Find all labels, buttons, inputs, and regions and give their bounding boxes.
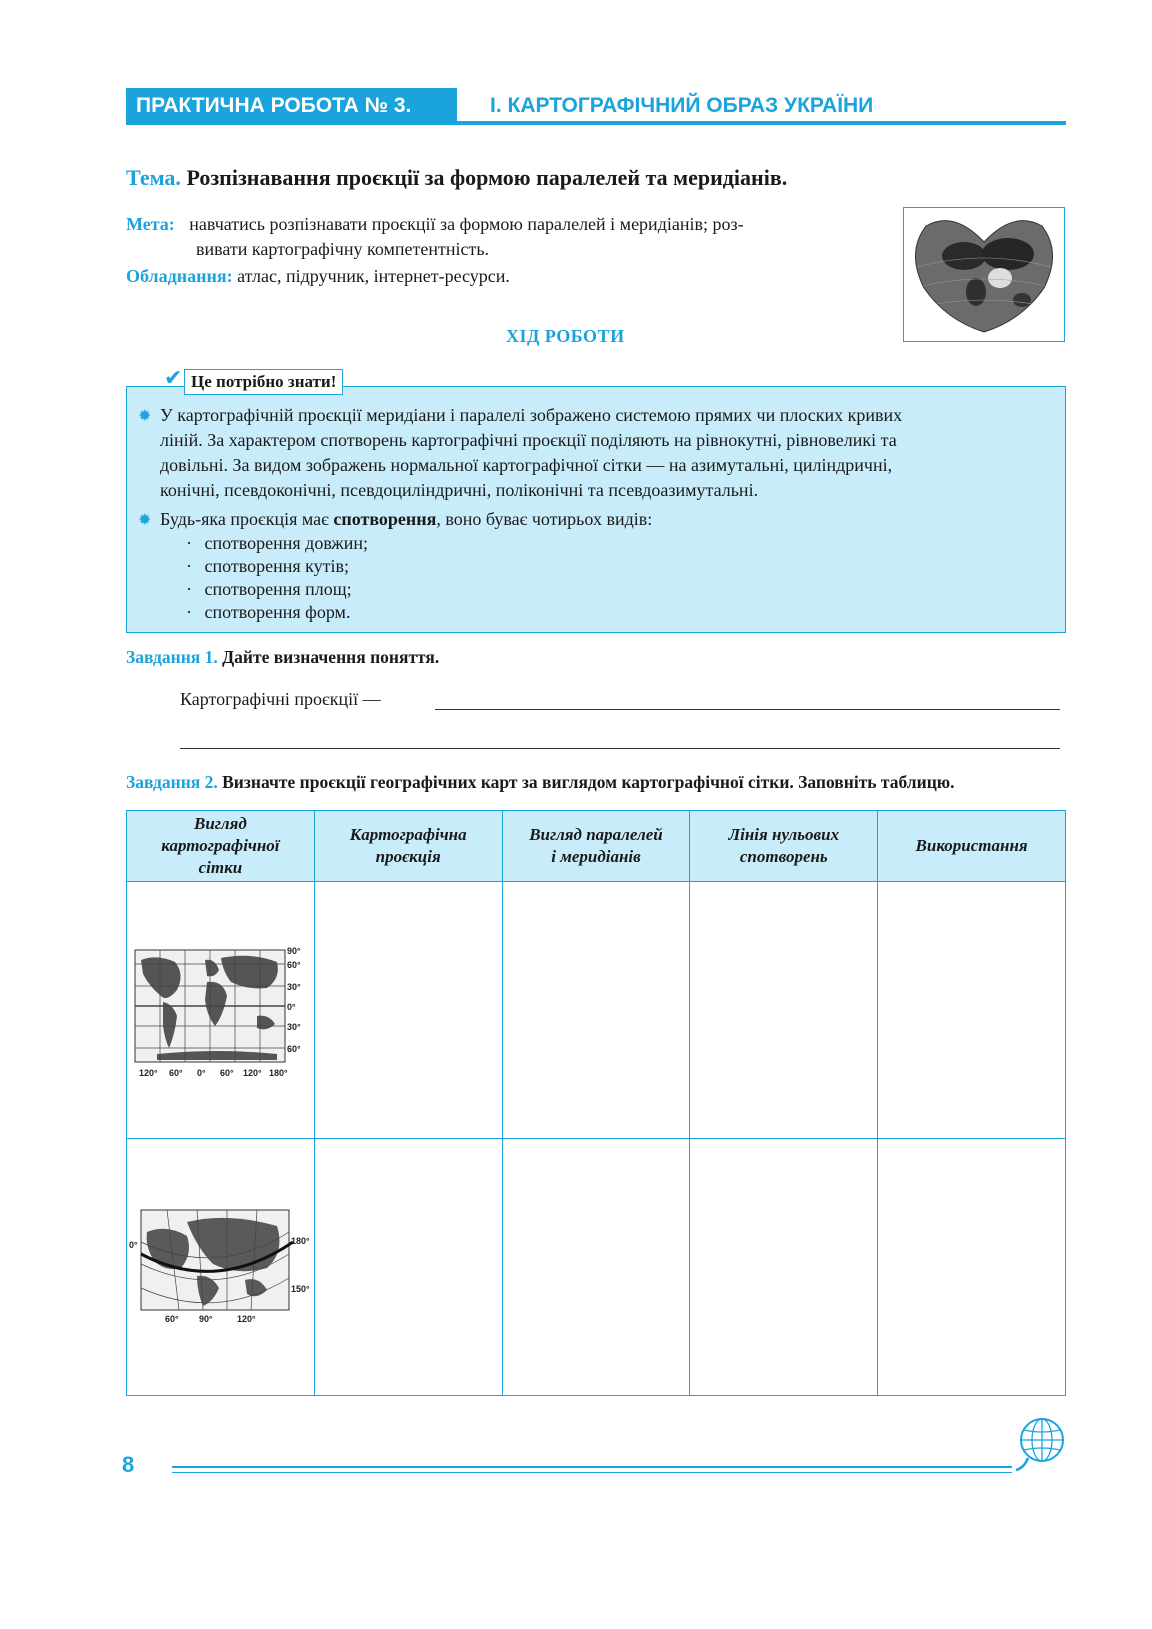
header-zero-distortion: [690, 811, 878, 882]
usage-cell[interactable]: [878, 1139, 1066, 1396]
projection-cell[interactable]: [314, 1139, 502, 1396]
lon-label: 180°: [269, 1068, 289, 1078]
answer-line-2[interactable]: [180, 748, 1060, 749]
header-text: Використання: [915, 836, 1028, 855]
know-item-text: спотворення площ;: [204, 579, 352, 599]
goal: [126, 212, 744, 237]
zero-distortion-cell[interactable]: [690, 882, 878, 1139]
know-p2-after: , воно буває чотирьох видів:: [436, 509, 653, 529]
know-p1-line: довільні. За видом зображень нормальної картографічної сітки — на азимутальні, циліндричні,: [160, 455, 893, 475]
map2-bottom-label: 60°: [165, 1314, 180, 1324]
goal-line-1: навчатись розпізнавати проєкції за формою паралелей і меридіанів; роз-: [189, 214, 744, 234]
heart-projection-image: [904, 208, 1064, 341]
task-1-label: Завдання 1.: [126, 647, 218, 667]
equipment: [126, 264, 510, 289]
header-text: Картографічна: [349, 825, 467, 844]
know-item-text: спотворення форм.: [204, 602, 351, 622]
header-text: і меридіанів: [551, 847, 641, 866]
usage-cell[interactable]: [878, 882, 1066, 1139]
lon-label: 120°: [139, 1068, 159, 1078]
map2-right-label: 180°: [291, 1236, 311, 1246]
bullet-icon: ✹: [138, 510, 152, 529]
lon-label: 120°: [243, 1068, 263, 1078]
section-title: І. КАРТОГРАФІЧНИЙ ОБРАЗ УКРАЇНИ: [490, 94, 874, 117]
know-paragraph-1: [160, 403, 1053, 503]
conic-map-image: [127, 1202, 313, 1332]
know-p1-line: ліній. За характером спотворень картографічні проєкції поділяють на рівнокутні, рівновеликі та: [160, 430, 897, 450]
know-item-text: спотворення довжин;: [204, 533, 369, 553]
header-grid-view: [127, 811, 315, 882]
lat-label: 60°: [287, 1044, 302, 1054]
map2-bottom-label: 120°: [237, 1314, 257, 1324]
know-title: Це потрібно знати!: [184, 369, 343, 395]
header-usage: [878, 811, 1066, 882]
projection-table: [126, 810, 1066, 1396]
header-text: спотворень: [739, 847, 828, 866]
practice-label: ПРАКТИЧНА РОБОТА № 3.: [126, 88, 457, 124]
task-1: [126, 647, 439, 668]
header-text: Лінія нульових: [728, 825, 840, 844]
know-paragraph-2: [160, 507, 1053, 532]
topic-label: Тема.: [126, 165, 181, 190]
table-row: [127, 882, 1066, 1139]
cylindrical-map-image: [127, 930, 313, 1090]
lat-label: 0°: [287, 1002, 296, 1012]
know-p2-bold: спотворення: [333, 509, 437, 529]
header-text: Вигляд: [194, 814, 247, 833]
know-list-item: · спотворення форм.: [186, 602, 351, 622]
check-icon: ✔: [164, 366, 183, 391]
lat-label: 60°: [287, 960, 302, 970]
know-item-text: спотворення кутів;: [204, 556, 350, 576]
header-text: Вигляд паралелей: [529, 825, 663, 844]
lon-label: 60°: [169, 1068, 184, 1078]
lon-label: 0°: [197, 1068, 206, 1078]
equipment-label: Обладнання:: [126, 266, 233, 286]
lines-cell[interactable]: [502, 882, 690, 1139]
map2-bottom-label: 90°: [199, 1314, 214, 1324]
work-title: ХІД РОБОТИ: [506, 326, 625, 346]
lon-label: 60°: [220, 1068, 235, 1078]
equipment-text: атлас, підручник, інтернет-ресурси.: [237, 266, 510, 286]
task-2-text: Визначте проєкції географічних карт за виглядом картографічної сітки. Заповніть таблицю.: [222, 772, 955, 792]
topic-text: Розпізнавання проєкції за формою паралелей та меридіанів.: [186, 165, 788, 190]
projection-thumbnail: [903, 207, 1065, 342]
page-number: 8: [122, 1452, 135, 1477]
header-text: картографічної: [161, 836, 280, 855]
map2-right-label: 150°: [291, 1284, 311, 1294]
globe-icon: [1014, 1416, 1066, 1476]
topic: [126, 165, 787, 191]
task-1-text: Дайте визначення поняття.: [222, 647, 440, 667]
header-lines-view: [502, 811, 690, 882]
table-row: [127, 1139, 1066, 1396]
lat-label: 30°: [287, 982, 302, 992]
header-text: сітки: [198, 858, 243, 877]
header-text: проєкція: [375, 847, 441, 866]
answer-line-1[interactable]: [435, 709, 1060, 710]
know-list-item: · спотворення кутів;: [186, 556, 350, 576]
lines-cell[interactable]: [502, 1139, 690, 1396]
task-1-term: Картографічні проєкції —: [180, 689, 381, 709]
know-list-item: · спотворення довжин;: [186, 533, 369, 553]
know-p1-line: конічні, псевдоконічні, псевдоциліндричні, поліконічні та псевдоазимутальні.: [160, 480, 759, 500]
header-projection: [314, 811, 502, 882]
zero-distortion-cell[interactable]: [690, 1139, 878, 1396]
task-2: [126, 772, 955, 793]
know-list-item: · спотворення площ;: [186, 579, 352, 599]
task-2-label: Завдання 2.: [126, 772, 218, 792]
bullet-icon: ✹: [138, 406, 152, 425]
know-p2-before: Будь-яка проєкція має: [160, 509, 334, 529]
know-p1-line: У картографічній проєкції меридіани і паралелі зображено системою прямих чи плоских кривих: [160, 405, 903, 425]
goal-line-2: вивати картографічну компетентність.: [196, 239, 490, 259]
map-cell: [127, 882, 315, 1139]
goal-label: Мета:: [126, 214, 175, 234]
footer-rule: [172, 1466, 1012, 1468]
lat-label: 30°: [287, 1022, 302, 1032]
map-cell: [127, 1139, 315, 1396]
footer-rule-thin: [172, 1472, 1012, 1473]
map2-left-label: 0°: [129, 1240, 138, 1250]
table-header-row: [127, 811, 1066, 882]
projection-cell[interactable]: [314, 882, 502, 1139]
lat-label: 90°: [287, 946, 302, 956]
